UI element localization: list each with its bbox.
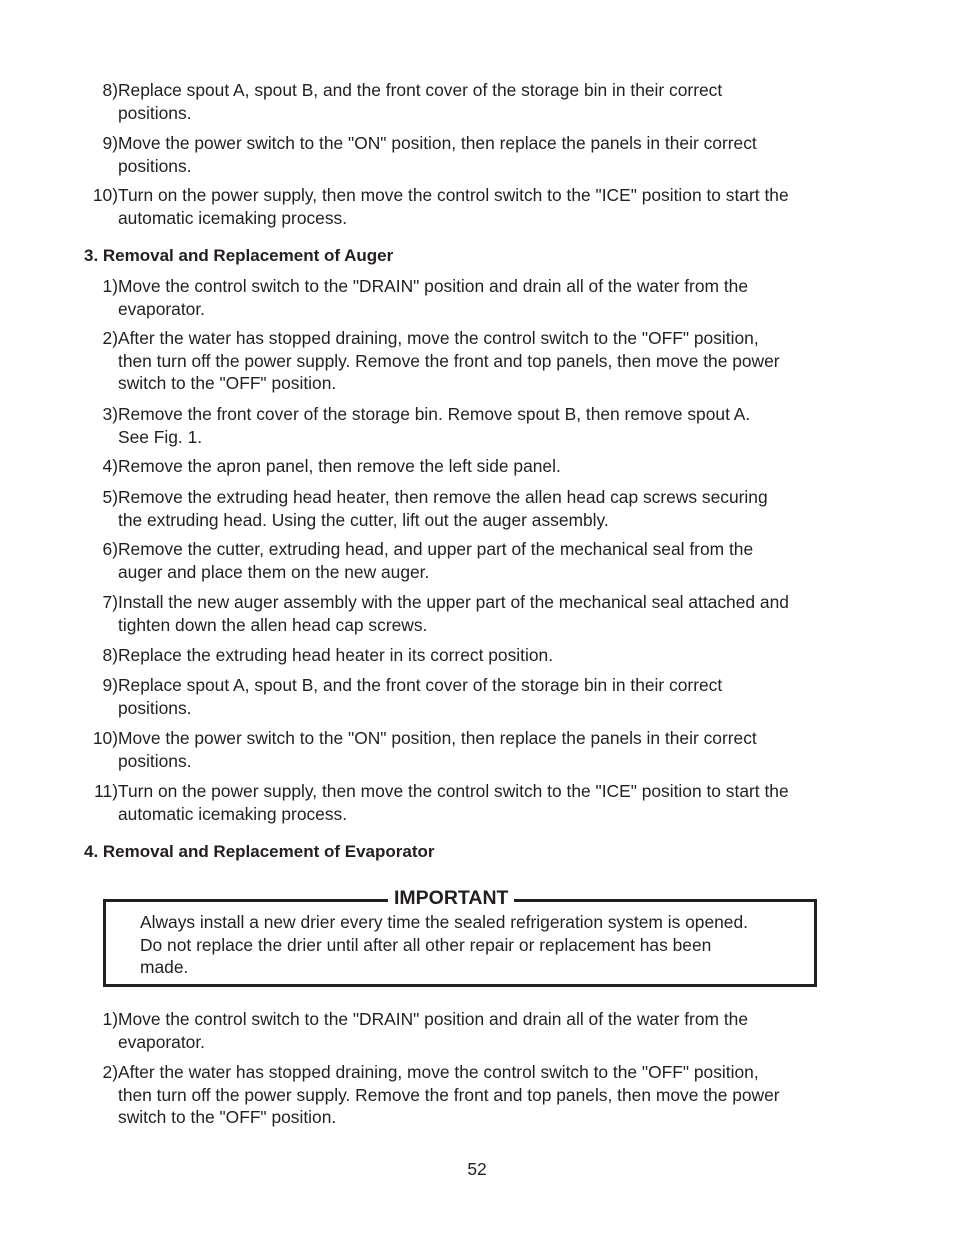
- step-text: Move the control switch to the "DRAIN" position and drain all of the water from the evaporator.: [118, 276, 749, 319]
- list-item: [84, 403, 854, 448]
- step-text: Remove the apron panel, then remove the left side panel.: [118, 456, 561, 476]
- step-number: 11): [94, 781, 118, 801]
- list-item: [84, 1061, 854, 1129]
- step-text: Turn on the power supply, then move the control switch to the "ICE" position to start the automatic icemaking process.: [118, 185, 789, 228]
- step-number: 10): [92, 185, 118, 205]
- step-number: 10): [92, 728, 118, 748]
- list-item: [84, 674, 854, 719]
- list-item: [84, 591, 854, 636]
- list-item: [84, 1008, 854, 1053]
- step-number: 9): [102, 675, 118, 695]
- list-item: [84, 327, 854, 395]
- step-text: After the water has stopped draining, move the control switch to the "OFF" position, then turn off the power supply. Remove the front and top panels, then move the power switch to the "OFF" position.: [118, 1062, 780, 1127]
- list-item: [84, 455, 854, 478]
- list-item: [84, 727, 854, 772]
- list-item: [84, 184, 854, 229]
- step-text: Install the new auger assembly with the upper part of the mechanical seal attached and tighten down the allen head cap screws.: [118, 592, 789, 635]
- step-text: Turn on the power supply, then move the control switch to the "ICE" position to start the automatic icemaking process.: [118, 781, 789, 824]
- list-item: [84, 644, 854, 667]
- step-number: 1): [102, 1009, 118, 1029]
- list-item: [84, 486, 854, 531]
- important-title: IMPORTANT: [388, 886, 514, 910]
- important-text: Always install a new drier every time the sealed refrigeration system is opened. Do not replace the drier until after all other repair or replacement has been made.: [140, 912, 748, 977]
- step-number: 2): [102, 328, 118, 348]
- step-text: Replace the extruding head heater in its correct position.: [118, 645, 554, 665]
- list-item: [84, 275, 854, 320]
- step-text: After the water has stopped draining, move the control switch to the "OFF" position, then turn off the power supply. Remove the front and top panels, then move the power switch to the "OFF" position.: [118, 328, 780, 393]
- step-text: Move the power switch to the "ON" position, then replace the panels in their correct positions.: [118, 728, 757, 771]
- step-text: Move the control switch to the "DRAIN" position and drain all of the water from the evaporator.: [118, 1009, 749, 1052]
- step-number: 6): [102, 539, 118, 559]
- step-number: 2): [102, 1062, 118, 1082]
- step-number: 8): [102, 80, 118, 100]
- step-text: Replace spout A, spout B, and the front cover of the storage bin in their correct positions.: [118, 675, 723, 718]
- section-heading-auger: 3. Removal and Replacement of Auger: [84, 246, 394, 265]
- step-number: 3): [102, 404, 118, 424]
- list-item: [84, 79, 854, 124]
- step-number: 1): [102, 276, 118, 296]
- step-text: Move the power switch to the "ON" position, then replace the panels in their correct positions.: [118, 133, 757, 176]
- step-number: 8): [102, 645, 118, 665]
- step-number: 9): [102, 133, 118, 153]
- step-text: Remove the front cover of the storage bin. Remove spout B, then remove spout A. See Fig. 1.: [118, 404, 751, 447]
- step-number: 4): [102, 456, 118, 476]
- step-number: 5): [102, 487, 118, 507]
- page-number: 52: [467, 1159, 487, 1179]
- step-number: 7): [102, 592, 118, 612]
- step-text: Remove the extruding head heater, then remove the allen head cap screws securing the extruding head. Using the cutter, lift out the auger assembly.: [118, 487, 768, 530]
- step-text: Remove the cutter, extruding head, and upper part of the mechanical seal from the auger and place them on the new auger.: [118, 539, 754, 582]
- list-item: [84, 132, 854, 177]
- list-item: [84, 780, 854, 825]
- list-item: [84, 538, 854, 583]
- section-heading-evaporator: 4. Removal and Replacement of Evaporator: [84, 842, 435, 861]
- step-text: Replace spout A, spout B, and the front cover of the storage bin in their correct positions.: [118, 80, 723, 123]
